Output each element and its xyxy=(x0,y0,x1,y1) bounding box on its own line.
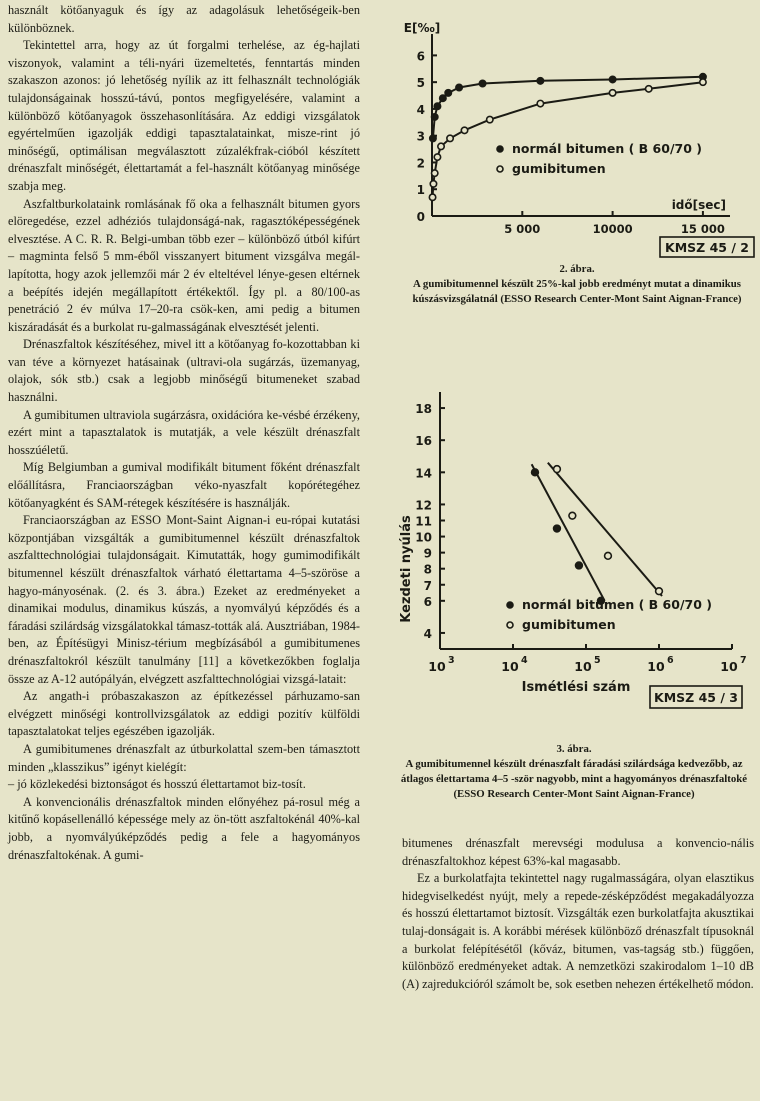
x-tick-label: 10 xyxy=(501,659,519,674)
y-tick-label: 4 xyxy=(416,102,425,117)
legend-label: gumibitumen xyxy=(512,161,606,176)
y-tick-label: 12 xyxy=(415,498,432,513)
filled-data-point xyxy=(479,80,485,86)
paragraph: Aszfaltburkolataink romlásának fő oka a felhasznált bitumen gyors elöregedése, ezzel adhéziós tulajdonságá-nak, ragasztóképességének elvesztése. A C. R. R. Belgi-umban több ezer – különböző útból kifúrt – magminta felső 5 mm-éből visszanyert bitument vizsgálva megál-lapította, hogy azok jellemzői már 2 év elteltével lénye-gesen eltérnek a beépítés idején megállapított értékektől. Így pl. a 80/100-as penetráció 2 év múlva 17–20-ra csök-ken, ami pedig a bitumen kiszáradását és a burkolat ru-galmasságának elvesztését jelenti. xyxy=(8,196,360,334)
series-line xyxy=(433,82,703,197)
paragraph: bitumenes drénaszfalt merevségi modulusa a konvencio-nális drénaszfaltokhoz képest 63%-kal magasabb. xyxy=(402,836,754,868)
filled-data-point xyxy=(507,602,513,608)
y-tick-label: 14 xyxy=(415,466,432,481)
right-text-column xyxy=(402,835,754,993)
x-tick-label: 15 000 xyxy=(680,222,725,236)
paragraph: Ez a burkolatfajta tekintettel nagy rugalmasságára, olyan elasztikus hidegviselkedést nyújt, mely a repede-zésképződést megakadályozza és hosszú élettartamot biztosít. Vizsgálták ezen burkolatfajta akusztikai tulaj-donságait is. A korábbi mérések különböző drénaszfalt típusoknál a burkolat felépítésétől (kőváz, bitumen, vas-tagság stb.) függően, különböző eredményeket adtak. A nemzetközi szakirodalom 1–10 dB (A) zajredukcióról számolt be, sok esetben nehezen értékelhető módon. xyxy=(402,871,754,991)
x-tick-exponent: 5 xyxy=(594,655,601,666)
x-tick-label: 10 xyxy=(720,659,738,674)
figure-2-caption xyxy=(402,262,752,307)
filled-data-point xyxy=(430,135,436,141)
open-data-point xyxy=(700,79,706,85)
figure-3-fatigue-chart xyxy=(396,384,760,724)
paragraph: Franciaországban az ESSO Mont-Saint Aignan-i eu-rópai kutatási központjában vizsgálták a gumibitumennel készült drénaszfaltok aszfalttechnológiai tulajdonságait. Kimutatták, hogy gumimodifikált bitumennel készült drénaszfaltok várható élettartama 4–5-szöröse a hagyo-mányosénak. (2. és 3. ábra.) Ezeket az eredményeket a dinamikai modulus, dinamikus kúszás, a nyomvályú képződés és a fáradási szilárdság vizsgálatokkal támasz-tották alá. Ausztriában, 1984-ben, az Építésügyi Minisz-térium megbízásából a gumibitumenes drénaszfaltokról készült tanulmány [11] a következőkben foglalja össze az A-12 autópályán, elvégzett aszfalttechnológiai vizsgá-latait: xyxy=(8,513,360,686)
y-tick-label: 18 xyxy=(415,402,432,417)
y-tick-label: 5 xyxy=(416,76,425,91)
left-text-column xyxy=(8,2,360,864)
paragraph: Az angath-i próbaszakaszon az építkezéssel párhuzamo-san elvégzett minőségi kontrollvizsgálatok az eddigi pozitív külföldi tapasztalatokat teljes egészében igazolják. xyxy=(8,689,360,739)
y-tick-label: 6 xyxy=(423,594,432,609)
legend-label: normál bitumen ( B 60/70 ) xyxy=(522,597,712,612)
filled-data-point xyxy=(445,90,451,96)
open-data-point xyxy=(554,466,561,473)
x-tick-label: 10 xyxy=(428,659,446,674)
figure-code: KMSZ 45 / 2 xyxy=(665,240,749,255)
filled-data-point xyxy=(576,562,583,569)
open-data-point xyxy=(646,86,652,92)
y-tick-label: 2 xyxy=(416,156,425,171)
y-tick-label: 4 xyxy=(423,626,432,641)
figure-2-creep-chart xyxy=(396,20,760,260)
x-tick-exponent: 4 xyxy=(521,655,528,666)
filled-data-point xyxy=(554,525,561,532)
fit-line xyxy=(548,463,662,596)
open-data-point xyxy=(429,194,435,200)
fit-line xyxy=(532,464,605,601)
figure-3-caption-text: A gumibitumennel készült drénaszfalt fáradási szilárdsága kedvezőbb, az átlagos élettartama 4–5 -ször nagyobb, mint a hagyományos drénaszfaltoké (ESSO Research Center-Mont Saint Aignan-France) xyxy=(400,758,748,800)
x-tick-exponent: 6 xyxy=(667,655,674,666)
open-data-point xyxy=(609,90,615,96)
x-axis-label: idő[sec] xyxy=(671,198,726,212)
y-tick-label: 7 xyxy=(423,578,432,593)
list-item: – jó közlekedési biztonságot és hosszú élettartamot biz-tosít. xyxy=(8,777,306,792)
y-tick-label: 9 xyxy=(423,546,432,561)
y-axis-label: E[‰] xyxy=(403,21,441,35)
x-tick-exponent: 7 xyxy=(740,655,747,666)
open-data-point xyxy=(461,127,467,133)
filled-data-point xyxy=(440,95,446,101)
x-axis-label: Ismétlési szám xyxy=(521,680,631,695)
open-data-point xyxy=(438,143,444,149)
y-tick-label: 8 xyxy=(423,562,432,577)
figure-2-caption-text: A gumibitumennel készült 25%-kal jobb eredményt mutat a dinamikus kúszásvizsgálatnál (ESSO Research Center-Mont Saint Aignan-France) xyxy=(412,278,742,305)
y-tick-label: 0 xyxy=(416,210,425,224)
y-tick-label: 6 xyxy=(416,49,425,64)
paragraph: használt kötőanyaguk és így az adagolásuk lehetőségeik-ben különböznek. xyxy=(8,3,360,35)
figure-3-caption xyxy=(392,742,756,802)
open-data-point xyxy=(507,622,513,628)
filled-data-point xyxy=(434,103,440,109)
legend-label: normál bitumen ( B 60/70 ) xyxy=(512,141,702,156)
filled-data-point xyxy=(609,76,615,82)
open-data-point xyxy=(487,116,493,122)
y-axis-label: Kezdeti nyúlás xyxy=(399,515,414,623)
figure-code: KMSZ 45 / 3 xyxy=(654,690,738,705)
y-tick-label: 1 xyxy=(416,183,425,198)
figure-2-number: 2. ábra. xyxy=(559,263,595,275)
paragraph: A gumibitumenes drénaszfalt az útburkolattal szem-ben támasztott minden „klasszikus” igényt kielégít: xyxy=(8,741,360,774)
filled-data-point xyxy=(537,78,543,84)
paragraph: A konvencionális drénaszfaltok minden előnyéhez pá-rosul még a kitűnő kopásellenálló képessége mely az ön-tött aszfaltokénál 40%-kal jobb, a nyomvályúképződés pedig a fele a hagyományos drénaszfaltokénak. A gumi- xyxy=(8,794,360,862)
y-tick-label: 10 xyxy=(415,530,432,545)
open-data-point xyxy=(497,166,503,172)
open-data-point xyxy=(569,512,576,519)
filled-data-point xyxy=(432,114,438,120)
open-data-point xyxy=(432,170,438,176)
figure-3-number: 3. ábra. xyxy=(556,743,592,755)
y-tick-label: 11 xyxy=(415,514,432,529)
x-tick-label: 5 000 xyxy=(504,222,541,236)
open-data-point xyxy=(537,100,543,106)
open-data-point xyxy=(656,588,663,595)
x-tick-label: 10 xyxy=(574,659,592,674)
open-data-point xyxy=(447,135,453,141)
open-data-point xyxy=(430,181,436,187)
paragraph: Tekintettel arra, hogy az út forgalmi terhelése, az ég-hajlati viszonyok, valamint a téli-nyári üzemeltetés, fenntartás minden szakaszon azonos: jó lehetőség nyílik az itt felhasznált technológiák tulajdonságainak hosszú-távú, pontos megfigyelésére, valamint a különböző kötőanyagok összehasonlítására. Az eddigi vizsgálatok egyértelműen igazolják eddigi tapasztalatainkat, misze-rint jó minőségű, optimálisan megválasztott zúzalékfrak-cióból készített drénaszfalt minőségét, élettartamát a fel-használt kötőanyag minősége szabja meg. xyxy=(8,38,360,193)
y-tick-label: 3 xyxy=(416,129,425,144)
open-data-point xyxy=(605,552,612,559)
paragraph: Drénaszfaltok készítéséhez, mivel itt a kötőanyag fo-kozottabban ki van téve a környezet hatásainak (ultravi-ola sugárzás, üzemanyag, olajok, sók stb.) csak a legjobb minőségű bitumeneket szabad használni. xyxy=(8,337,360,405)
x-tick-exponent: 3 xyxy=(448,655,455,666)
filled-data-point xyxy=(497,146,503,152)
series-line xyxy=(433,77,703,139)
y-tick-label: 16 xyxy=(415,434,432,449)
legend-label: gumibitumen xyxy=(522,617,616,632)
filled-data-point xyxy=(532,469,539,476)
paragraph: A gumibitumen ultraviola sugárzásra, oxidációra ke-vésbé érzékeny, ezért mint a tapasztalatok is mutatják, a vele készült drénaszfalt hosszúéletű. xyxy=(8,407,360,457)
filled-data-point xyxy=(456,84,462,90)
paragraph: Míg Belgiumban a gumival modifikált bitument főként drénaszfalt előállításra, Franciaországban véko-nyaszfalt kopórétegéhez kötőanyagként és SAM-rétegek készítésére is használják. xyxy=(8,460,360,510)
open-data-point xyxy=(434,154,440,160)
x-tick-label: 10 xyxy=(647,659,665,674)
x-tick-label: 10000 xyxy=(592,222,633,236)
